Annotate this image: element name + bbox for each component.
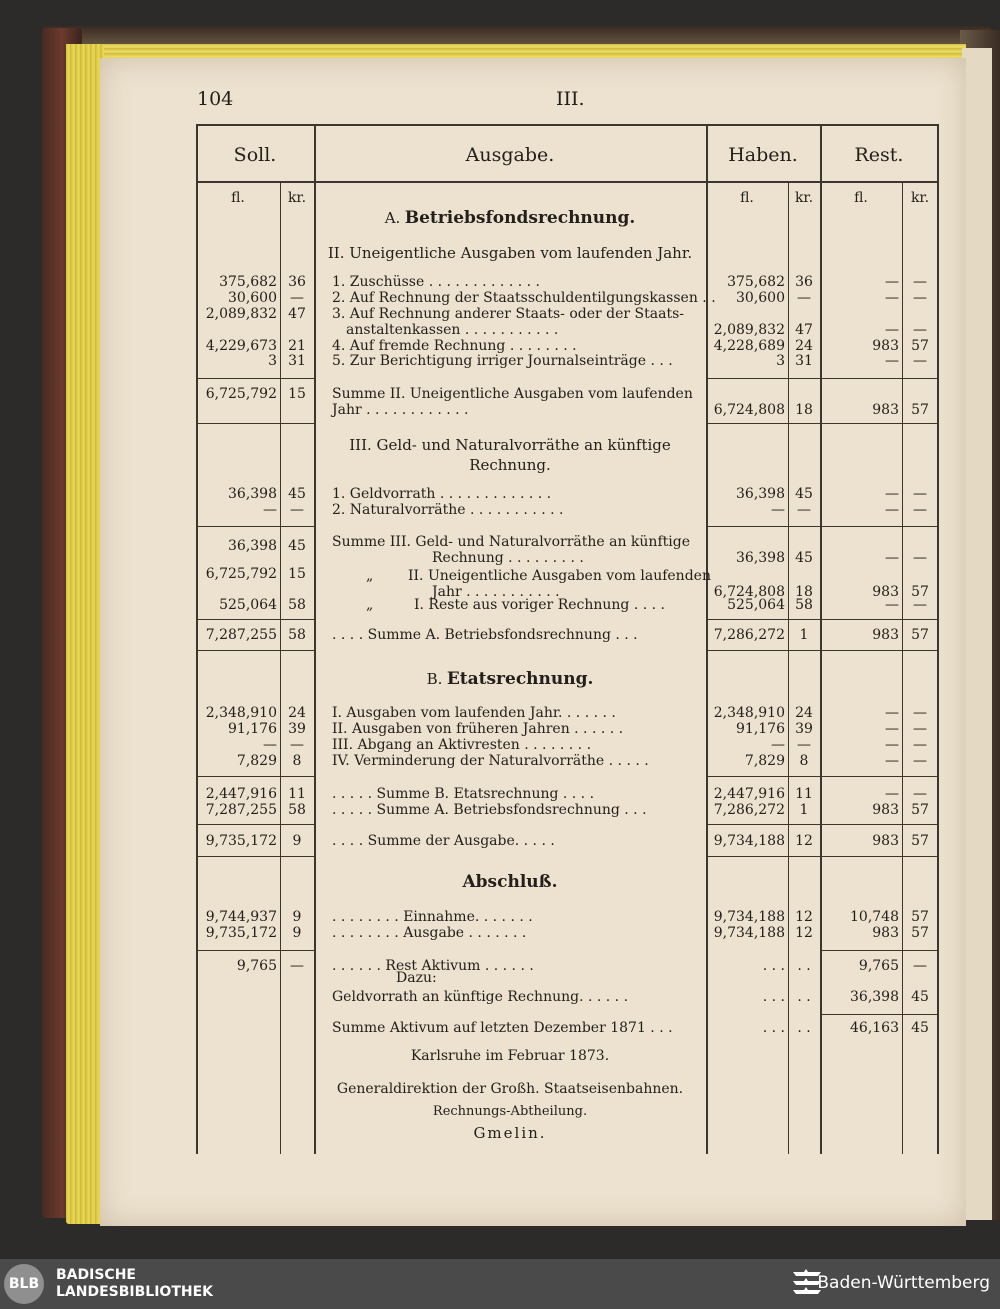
rule-h	[196, 950, 314, 951]
haben-fl-value: 2,447,916	[713, 786, 785, 802]
soll-kr-value: 58	[288, 597, 306, 613]
rule-v	[280, 182, 281, 1154]
haben-kr-value: 24	[795, 705, 813, 721]
haben-fl-value: 6,724,808	[713, 584, 785, 600]
rule-h	[196, 181, 939, 183]
rest-fl-value: 9,765	[858, 958, 899, 974]
section-title-a	[314, 210, 706, 227]
blb-logo[interactable]: BLB	[4, 1264, 44, 1304]
entry-text: . . . . Summe der Ausgabe. . . . .	[332, 833, 555, 849]
entry-text: III. Abgang an Aktivresten . . . . . . . .	[332, 737, 592, 753]
soll-fl-value: 2,348,910	[205, 705, 277, 721]
rest-kr-value: 45	[911, 1020, 929, 1036]
haben-kr-value: 11	[795, 786, 813, 802]
rest-kr-value: —	[913, 753, 927, 769]
col-unit-kr: kr.	[794, 190, 814, 206]
haben-fl-value: 36,398	[736, 550, 785, 566]
rest-kr-value: —	[913, 290, 927, 306]
rest-kr-value: 45	[911, 989, 929, 1005]
haben-fl-value: 9,734,188	[713, 909, 785, 925]
haben-kr-value: 12	[795, 833, 813, 849]
ditto-mark: „	[366, 568, 374, 584]
soll-fl-value: 9,744,937	[205, 909, 277, 925]
haben-fl-value: 3	[776, 353, 785, 369]
page-edges-gilt	[66, 44, 104, 1224]
rule-h	[706, 650, 939, 651]
rest-fl-value: 983	[872, 802, 899, 818]
haben-kr-value: 18	[795, 584, 813, 600]
haben-kr-value: 1	[799, 627, 809, 643]
col-header-ausgabe: Ausgabe.	[465, 144, 555, 166]
rest-fl-value: —	[885, 550, 899, 566]
rest-fl-value: 36,398	[850, 989, 899, 1005]
soll-kr-value: 9	[292, 833, 302, 849]
rest-fl-value: —	[885, 786, 899, 802]
entry-text: 5. Zur Berichtigung irriger Journalseinträge . . .	[332, 353, 673, 369]
soll-kr-value: —	[290, 502, 304, 518]
soll-kr-value: 31	[288, 353, 306, 369]
rest-kr-value: 57	[911, 584, 929, 600]
entry-text: . . . . . Summe B. Etatsrechnung . . . .	[332, 786, 595, 802]
rest-kr-value: —	[913, 721, 927, 737]
soll-fl-value: 6,725,792	[205, 566, 277, 582]
entry-text: Summe II. Uneigentliche Ausgaben vom laufenden	[332, 386, 693, 402]
subsection-heading: Rechnung.	[469, 456, 551, 474]
haben-fl-value: 6,724,808	[713, 402, 785, 418]
soll-kr-value: 24	[288, 705, 306, 721]
rest-kr-value: 57	[911, 833, 929, 849]
rule-h	[196, 124, 939, 126]
entry-text-cont: Jahr . . . . . . . . . . .	[432, 584, 560, 600]
haben-kr-value: . .	[797, 1020, 811, 1036]
haben-kr-value: 31	[795, 353, 813, 369]
rest-kr-value: 57	[911, 925, 929, 941]
soll-kr-value: 45	[288, 538, 306, 554]
soll-kr-value: 58	[288, 627, 306, 643]
entry-text: . . . . . . . . Einnahme. . . . . . .	[332, 909, 533, 925]
col-unit-fl: fl.	[231, 190, 245, 206]
haben-kr-value: 58	[795, 597, 813, 613]
entry-text: II. Ausgaben von früheren Jahren . . . . . .	[332, 721, 624, 737]
rule-h	[820, 1014, 939, 1015]
soll-kr-value: —	[290, 737, 304, 753]
entry-text: II. Uneigentliche Ausgaben vom laufenden	[408, 568, 711, 584]
section-number: III.	[556, 88, 585, 110]
haben-kr-value: 39	[795, 721, 813, 737]
haben-fl-value: 9,734,188	[713, 925, 785, 941]
section-title-b	[314, 671, 706, 688]
rule-h	[196, 378, 314, 379]
rest-fl-value: —	[885, 721, 899, 737]
soll-fl-value: 9,765	[236, 958, 277, 974]
rest-fl-value: —	[885, 274, 899, 290]
rule-h	[706, 526, 939, 527]
rest-kr-value: —	[913, 486, 927, 502]
soll-fl-value: 2,089,832	[205, 306, 277, 322]
rest-kr-value: —	[913, 958, 927, 974]
haben-fl-value: 2,348,910	[713, 705, 785, 721]
entry-text: . . . . Summe A. Betriebsfondsrechnung . . .	[332, 627, 638, 643]
rule-h	[820, 950, 939, 951]
facing-page	[962, 48, 992, 1220]
soll-kr-value: 39	[288, 721, 306, 737]
entry-text: . . . . . Summe A. Betriebsfondsrechnung . . .	[332, 802, 647, 818]
soll-kr-value: 47	[288, 306, 306, 322]
soll-kr-value: 11	[288, 786, 306, 802]
soll-kr-value: —	[290, 958, 304, 974]
library-name-line1: BADISCHE	[56, 1267, 136, 1283]
ditto-mark: „	[366, 597, 374, 613]
soll-fl-value: 7,829	[236, 753, 277, 769]
rest-kr-value: —	[913, 322, 927, 338]
rule-h	[196, 526, 314, 527]
rule-h	[706, 824, 939, 825]
entry-text: 2. Naturalvorräthe . . . . . . . . . . .	[332, 502, 564, 518]
rest-fl-value: —	[885, 353, 899, 369]
rule-h	[196, 619, 314, 620]
soll-kr-value: 36	[288, 274, 306, 290]
rest-fl-value: —	[885, 705, 899, 721]
entry-text: 1. Zuschüsse . . . . . . . . . . . . .	[332, 274, 540, 290]
library-name-line2: LANDESBIBLIOTHEK	[56, 1284, 214, 1300]
rest-kr-value: —	[913, 550, 927, 566]
rest-kr-value: 57	[911, 909, 929, 925]
rest-fl-value: 10,748	[850, 909, 899, 925]
col-unit-kr: kr.	[287, 190, 307, 206]
rest-fl-value: 983	[872, 925, 899, 941]
dazu-label: Dazu:	[396, 970, 437, 986]
rest-kr-value: —	[913, 786, 927, 802]
rest-kr-value: 57	[911, 802, 929, 818]
rest-fl-value: 983	[872, 627, 899, 643]
rest-fl-value: —	[885, 597, 899, 613]
section-letter: B.	[426, 670, 443, 688]
soll-kr-value: 15	[288, 566, 306, 582]
rule-h	[706, 619, 939, 620]
place-date: Karlsruhe im Februar 1873.	[410, 1048, 610, 1064]
haben-kr-value: . .	[797, 958, 811, 974]
haben-fl-value: —	[771, 737, 785, 753]
haben-fl-value: 525,064	[727, 597, 785, 613]
rule-h	[706, 423, 939, 424]
soll-kr-value: 15	[288, 386, 306, 402]
haben-kr-value: —	[797, 290, 811, 306]
col-unit-fl: fl.	[854, 190, 868, 206]
rest-fl-value: —	[885, 753, 899, 769]
soll-fl-value: —	[263, 502, 277, 518]
section-heading: Etatsrechnung.	[446, 669, 594, 689]
entry-text-cont: Jahr . . . . . . . . . . . .	[332, 402, 469, 418]
haben-fl-value: 7,286,272	[713, 627, 785, 643]
rest-fl-value: —	[885, 322, 899, 338]
rule-h	[706, 776, 939, 777]
rest-fl-value: 983	[872, 584, 899, 600]
haben-kr-value: 18	[795, 402, 813, 418]
haben-fl-value: 7,286,272	[713, 802, 785, 818]
soll-fl-value: —	[263, 737, 277, 753]
haben-kr-value: 8	[799, 753, 809, 769]
haben-fl-value: 91,176	[736, 721, 785, 737]
soll-kr-value: 9	[292, 909, 302, 925]
soll-fl-value: 36,398	[228, 538, 277, 554]
soll-kr-value: 45	[288, 486, 306, 502]
abschluss-heading: Abschluß.	[462, 872, 558, 892]
soll-kr-value: 58	[288, 802, 306, 818]
rule-v	[314, 124, 316, 1154]
entry-text-cont: anstaltenkassen . . . . . . . . . . .	[346, 322, 559, 338]
soll-fl-value: 30,600	[228, 290, 277, 306]
soll-fl-value: 525,064	[219, 597, 277, 613]
entry-text: 2. Auf Rechnung der Staatsschuldentilgungskassen . .	[332, 290, 716, 306]
rest-kr-value: —	[913, 353, 927, 369]
haben-kr-value: 36	[795, 274, 813, 290]
rule-h	[706, 378, 939, 379]
section-letter: A.	[384, 209, 401, 227]
soll-fl-value: 91,176	[228, 721, 277, 737]
rest-fl-value: —	[885, 290, 899, 306]
department: Rechnungs-Abtheilung.	[432, 1104, 588, 1119]
haben-fl-value: . . .	[762, 989, 785, 1005]
soll-fl-value: 2,447,916	[205, 786, 277, 802]
haben-fl-value: 30,600	[736, 290, 785, 306]
haben-fl-value: . . .	[762, 958, 785, 974]
subsection-heading: II. Uneigentliche Ausgaben vom laufenden Jahr.	[327, 244, 693, 262]
rest-fl-value: —	[885, 502, 899, 518]
entry-text: IV. Verminderung der Naturalvorräthe . . . . .	[332, 753, 649, 769]
entry-text: I. Ausgaben vom laufenden Jahr. . . . . . .	[332, 705, 616, 721]
soll-fl-value: 7,287,255	[205, 802, 277, 818]
rest-kr-value: —	[913, 705, 927, 721]
rest-fl-value: —	[885, 486, 899, 502]
ledger-table	[196, 124, 940, 1154]
rest-kr-value: 57	[911, 402, 929, 418]
soll-kr-value: 9	[292, 925, 302, 941]
haben-kr-value: 12	[795, 909, 813, 925]
haben-fl-value: —	[771, 502, 785, 518]
haben-fl-value: 36,398	[736, 486, 785, 502]
haben-fl-value: 2,089,832	[713, 322, 785, 338]
haben-kr-value: 1	[799, 802, 809, 818]
entry-text: Geldvorrath an künftige Rechnung. . . . . .	[332, 989, 629, 1005]
haben-kr-value: 45	[795, 550, 813, 566]
state-name[interactable]: Baden-Württemberg	[817, 1273, 990, 1293]
soll-kr-value: 8	[292, 753, 302, 769]
authority: Generaldirektion der Großh. Staatseisenbahnen.	[336, 1081, 684, 1097]
haben-kr-value: —	[797, 737, 811, 753]
haben-kr-value: 24	[795, 338, 813, 354]
rule-h	[196, 856, 314, 857]
footer-bar	[0, 1259, 1000, 1309]
entry-text: 3. Auf Rechnung anderer Staats- oder der Staats-	[332, 306, 685, 322]
rest-kr-value: —	[913, 597, 927, 613]
entry-text: Summe Aktivum auf letzten Dezember 1871 . . .	[332, 1020, 673, 1036]
rule-h	[196, 824, 314, 825]
rest-fl-value: —	[885, 737, 899, 753]
signature: Gmelin.	[473, 1124, 547, 1142]
rule-h	[196, 650, 314, 651]
haben-fl-value: 375,682	[727, 274, 785, 290]
soll-fl-value: 6,725,792	[205, 386, 277, 402]
rule-h	[196, 776, 314, 777]
subsection-heading: III. Geld- und Naturalvorräthe an künftige	[349, 436, 671, 454]
soll-fl-value: 9,735,172	[205, 925, 277, 941]
entry-text: 1. Geldvorrath . . . . . . . . . . . . .	[332, 486, 552, 502]
haben-kr-value: —	[797, 502, 811, 518]
soll-fl-value: 375,682	[219, 274, 277, 290]
col-header-haben: Haben.	[728, 144, 798, 166]
soll-fl-value: 7,287,255	[205, 627, 277, 643]
section-heading: Betriebsfondsrechnung.	[404, 208, 636, 228]
entry-text: . . . . . . . . Ausgabe . . . . . . .	[332, 925, 527, 941]
haben-fl-value: . . .	[762, 1020, 785, 1036]
rest-fl-value: 983	[872, 402, 899, 418]
haben-kr-value: 47	[795, 322, 813, 338]
rest-kr-value: —	[913, 274, 927, 290]
col-header-soll: Soll.	[233, 144, 277, 166]
rest-kr-value: —	[913, 737, 927, 753]
rest-kr-value: 57	[911, 338, 929, 354]
rest-fl-value: 983	[872, 338, 899, 354]
soll-fl-value: 36,398	[228, 486, 277, 502]
soll-kr-value: 21	[288, 338, 306, 354]
rest-fl-value: 46,163	[850, 1020, 899, 1036]
soll-fl-value: 4,229,673	[205, 338, 277, 354]
page-number: 104	[197, 88, 234, 110]
rest-fl-value: 983	[872, 833, 899, 849]
entry-text-cont: Rechnung . . . . . . . . .	[432, 550, 584, 566]
haben-fl-value: 9,734,188	[713, 833, 785, 849]
haben-kr-value: 45	[795, 486, 813, 502]
soll-fl-value: 9,735,172	[205, 833, 277, 849]
haben-fl-value: 7,829	[744, 753, 785, 769]
rest-kr-value: —	[913, 502, 927, 518]
library-name[interactable]	[56, 1267, 213, 1301]
col-unit-fl: fl.	[740, 190, 754, 206]
rule-h	[706, 856, 939, 857]
entry-text: Summe III. Geld- und Naturalvorräthe an künftige	[332, 534, 690, 550]
haben-kr-value: . .	[797, 989, 811, 1005]
entry-text: 4. Auf fremde Rechnung . . . . . . . .	[332, 338, 577, 354]
rest-kr-value: 57	[911, 627, 929, 643]
soll-fl-value: 3	[268, 353, 277, 369]
entry-text: . . . . . . Rest Aktivum . . . . . .	[332, 958, 534, 974]
soll-kr-value: —	[290, 290, 304, 306]
haben-fl-value: 4,228,689	[713, 338, 785, 354]
rule-h	[196, 423, 314, 424]
col-unit-kr: kr.	[910, 190, 930, 206]
haben-kr-value: 12	[795, 925, 813, 941]
entry-text: I. Reste aus voriger Rechnung . . . .	[414, 597, 665, 613]
col-header-rest: Rest.	[854, 144, 904, 166]
